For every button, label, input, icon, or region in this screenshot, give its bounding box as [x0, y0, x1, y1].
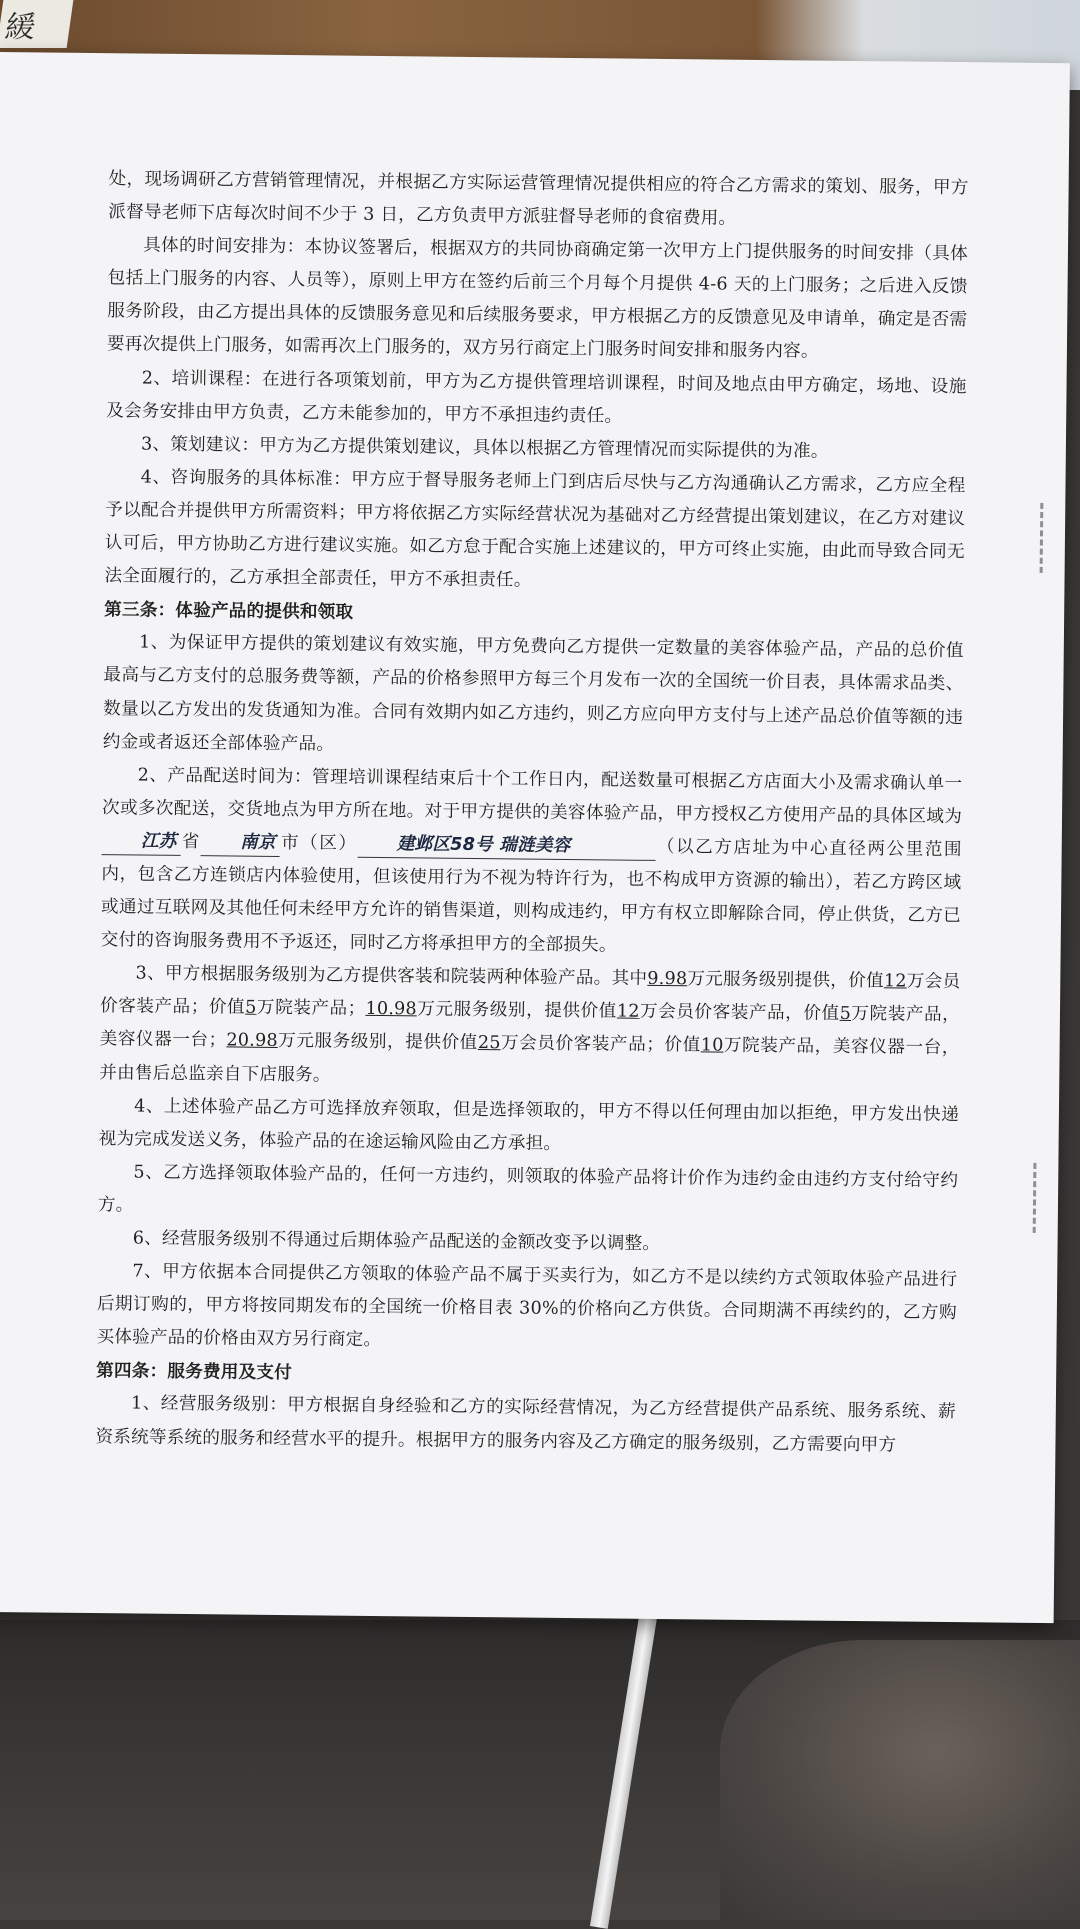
- corner-note: 緩: [3, 10, 38, 45]
- levels-text: 万会员价客装产品；价值: [500, 1033, 701, 1056]
- levels-text: 3、甲方根据服务级别为乙方提供客装和院装两种体验产品。其中: [135, 963, 648, 990]
- handwritten-province: 江苏: [102, 828, 181, 856]
- paragraph-service-level-fee: 1、经营服务级别：甲方根据自身经验和乙方的实际经营情况，为乙方经营提供产品系统、服务系统、薪资系统等系统的服务和经营水平的提升。根据甲方的服务内容及乙方确定的服务级别，乙方需要向甲方: [95, 1393, 956, 1456]
- article-4-heading: 第四条：服务费用及支付: [96, 1360, 293, 1384]
- level-value: 10: [700, 1035, 724, 1057]
- paragraph-supervision: 处，现场调研乙方营销管理情况，并根据乙方实际运营管理情况提供相应的符合乙方需求的策划、服务，甲方派督导老师下店每次时间不少于 3 日，乙方负责甲方派驻督导老师的食宿费用。: [108, 169, 969, 229]
- level-value: 5: [839, 1004, 852, 1025]
- paragraph-schedule: 具体的时间安排为：本协议签署后，根据双方的共同协商确定第一次甲方上门提供服务的时间安排（具体包括上门服务的内容、人员等），原则上甲方在签约后前三个月每个月提供 4-6 天的上门服务；之后进入反馈服务阶段，由乙方提出具体的反馈服务意见和后续服务要求，甲方根据乙方的反馈意见及申请单，确定是否需要再次提供上门服务，如需再次上门服务的，双方另行商定上门服务时间安排和服务内容。: [106, 235, 969, 363]
- level-value: 10.98: [365, 999, 417, 1020]
- delivery-text-b: （以乙方店址为中心直径两公里范围内，包含乙方连锁店内体验使用，但该使用行为不视为特许行为，也不构成甲方资源的输出），若乙方跨区域或通过互联网及其他任何未经甲方允许的销售渠道，则构成违约，甲方有权立即解除合同，停止供货，乙方已交付的咨询服务费用不予返还，同时乙方将承担甲方的全部损失。: [100, 836, 962, 956]
- paragraph-level-adjustment: 6、经营服务级别不得通过后期体验产品配送的金额改变予以调整。: [132, 1228, 661, 1254]
- contract-text: [95, 163, 968, 1463]
- corner-paper-scrap: [0, 0, 73, 48]
- handwritten-area: 建邺区58号 瑞涟美容: [357, 831, 655, 861]
- paragraph-service-levels: [99, 957, 960, 1098]
- handwritten-city: 南京: [201, 829, 280, 857]
- paragraph-delivery: [101, 759, 963, 967]
- paragraph-training: 2、培训课程：在进行各项策划前，甲方为乙方提供管理培训课程，时间及地点由甲方确定，场地、设施及会务安排由甲方负责，乙方未能参加的，甲方不承担违约责任。: [106, 368, 967, 427]
- level-value: 20.98: [226, 1030, 278, 1052]
- binding-clip-lower: [1033, 1163, 1051, 1233]
- level-value: 9.98: [647, 969, 688, 990]
- binding-clip-upper: [1040, 503, 1058, 573]
- contract-page: [0, 52, 1070, 1623]
- level-value: 12: [616, 1001, 640, 1023]
- paragraph-product-supply: 1、为保证甲方提供的策划建议有效实施，甲方免费向乙方提供一定数量的美容体验产品，产品的总价值最高与乙方支付的总服务费等额，产品的价格参照甲方每三个月发布一次的全国统一价目表，具体需求品类、数量以乙方发出的发货通知为准。合同有效期内如乙方违约，则乙方应向甲方支付与上述产品总价值等额的违约金或者返还全部体验产品。: [102, 632, 964, 755]
- level-value: 12: [883, 971, 907, 992]
- levels-text: 万元服务级别，提供价值: [416, 999, 617, 1022]
- levels-text: 万会员价客装产品，价值: [639, 1002, 840, 1025]
- levels-text: 万院装产品；: [256, 998, 366, 1020]
- delivery-text-a: 2、产品配送时间为：管理培训课程结束后十个工作日内，配送数量可根据乙方店面大小及需求确认单一次或多次配送，交货地点为甲方所在地。对于甲方提供的美容体验产品，甲方授权乙方使用产品的具体区域为: [101, 765, 963, 827]
- paragraph-consulting-standard: 4、咨询服务的具体标准：甲方应于督导服务老师上门到店后尽快与乙方沟通确认乙方需求，乙方应全程予以配合并提供甲方所需资料；甲方将依据乙方实际经营状况为基础对乙方经营提出策划建议，在乙方对建议认可后，甲方协助乙方进行建议实施。如乙方怠于配合实施上述建议的，甲方可终止实施，由此而导致合同无法全面履行的，乙方承担全部责任，甲方不承担责任。: [104, 467, 966, 591]
- levels-text: 万院装产品，美容仪器一台，并由售后总监亲自下店服务。: [99, 1036, 960, 1086]
- paragraph-breach-penalty: 5、乙方选择领取体验产品的，任何一方违约，则领取的体验产品将计价作为违约金由违约方支付给守约方。: [97, 1162, 959, 1216]
- level-value: 25: [477, 1033, 501, 1054]
- levels-text: 万会员价客装产品；价值: [99, 971, 961, 1018]
- knee-background: [720, 1640, 1080, 1920]
- paragraph-waive-collection: 4、上述体验产品乙方可选择放弃领取，但是选择领取的，甲方不得以任何理由加以拒绝，甲方发出快递视为完成发送义务，体验产品的在途运输风险由乙方承担。: [98, 1096, 960, 1154]
- level-value: 5: [245, 997, 257, 1019]
- paragraph-not-sale: 7、甲方依据本合同提供乙方领取的体验产品不属于买卖行为，如乙方不是以续约方式领取体验产品进行后期订购的，甲方将按同期发布的全国统一价格目表 30%的价格向乙方供货。合同期满不再续约的，乙方购买体验产品的价格由双方另行商定。: [96, 1261, 958, 1351]
- city-label: 市（区）: [279, 832, 358, 854]
- paragraph-planning-advice: 3、策划建议：甲方为乙方提供策划建议，具体以根据乙方管理情况而实际提供的为准。: [140, 434, 829, 462]
- article-3-heading: 第三条：体验产品的提供和领取: [104, 599, 354, 623]
- levels-text: 万元服务级别，提供价值: [277, 1031, 478, 1054]
- province-label: 省: [180, 831, 202, 853]
- levels-text: 万院装产品，美容仪器一台；: [99, 1004, 961, 1051]
- levels-text: 万元服务级别提供，价值: [687, 969, 885, 992]
